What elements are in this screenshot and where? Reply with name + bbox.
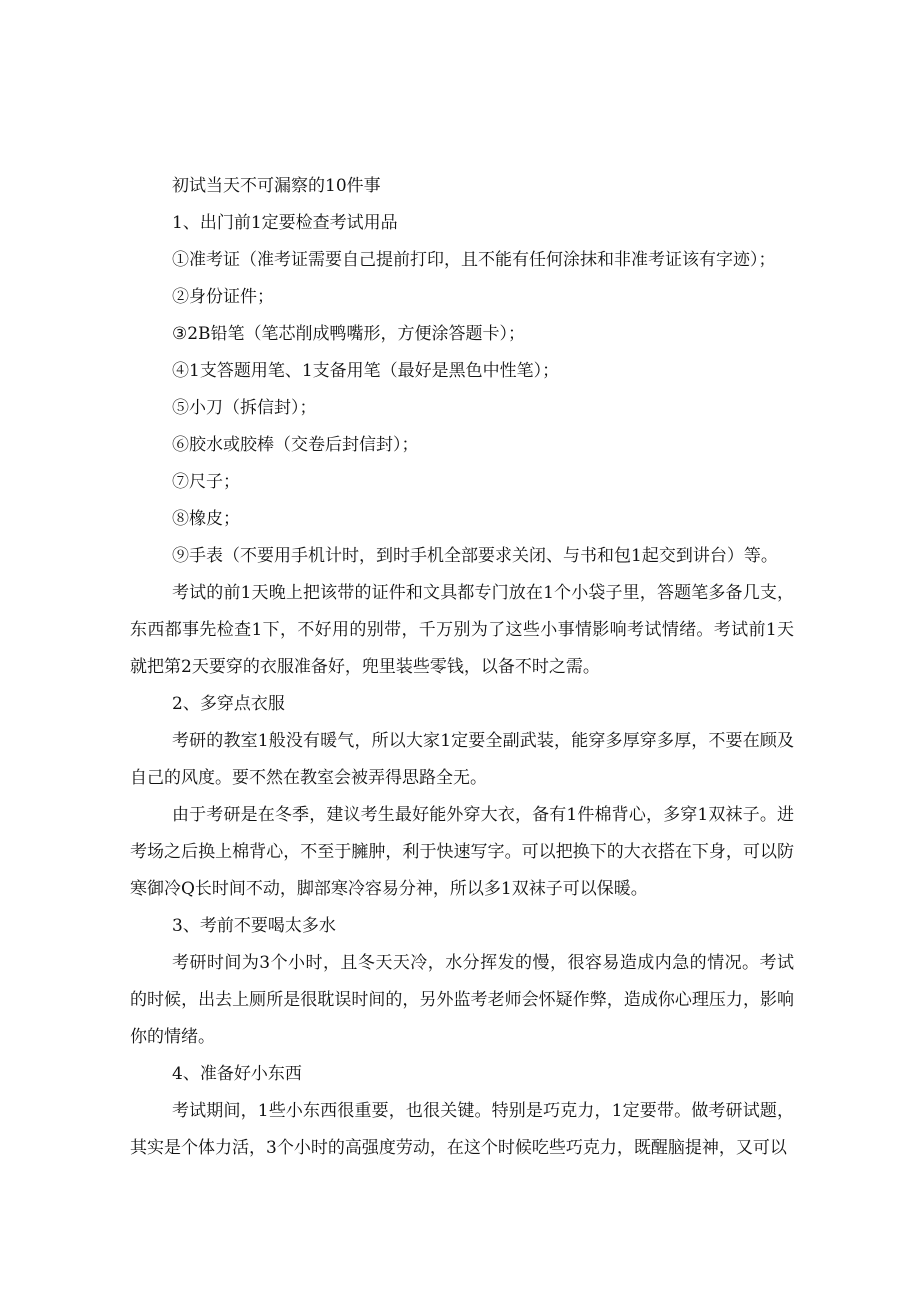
section-3-paragraph: 考研时间为3个小时，且冬天天冷，水分挥发的慢，很容易造成内急的情况。考试的时候，出去上厕所是很耽误时间的，另外监考老师会怀疑作弊，造成你心理压力，影响你的情绪。 xyxy=(130,953,794,1047)
section-2-paragraph-1: 考研的教室1般没有暖气，所以大家1定要全副武装，能穿多厚穿多厚，不要在顾及自己的风度。要不然在教室会被弄得思路全无。 xyxy=(130,731,794,788)
section-3-heading: 3、考前不要喝太多水 xyxy=(172,916,336,936)
section-1-paragraph: 考试的前1天晚上把该带的证件和文具都专门放在1个小袋子里，答题笔多备几支，东西都事先检查1下，不好用的别带，千万别为了这些小事情影响考试情绪。考试前1天就把第2天要穿的衣服准备好，兜里装些零钱，以备不时之需。 xyxy=(130,583,794,677)
section-2-heading: 2、多穿点衣服 xyxy=(172,694,285,714)
document-body xyxy=(130,168,794,1167)
list-item-eraser: ⑧橡皮； xyxy=(172,509,240,529)
list-item-id-card: ②身份证件； xyxy=(172,287,274,307)
section-4-heading: 4、准备好小东西 xyxy=(172,1064,302,1084)
list-item-watch: ⑨手表（不要用手机计时，到时手机全部要求关闭、与书和包1起交到讲台）等。 xyxy=(172,546,778,566)
document-title: 初试当天不可漏察的10件事 xyxy=(172,176,381,196)
section-1-heading: 1、出门前1定要检查考试用品 xyxy=(172,213,398,233)
list-item-pens: ④1支答题用笔、1支备用笔（最好是黑色中性笔）； xyxy=(172,361,560,381)
list-item-ruler: ⑦尺子； xyxy=(172,472,240,492)
list-item-knife: ⑤小刀（拆信封）； xyxy=(172,398,317,418)
list-item-2b-pencil: ③2B铅笔（笔芯削成鸭嘴形，方便涂答题卡）； xyxy=(172,324,526,344)
list-item-admission-ticket: ①准考证（准考证需要自己提前打印，且不能有任何涂抹和非准考证该有字迹）； xyxy=(172,250,776,270)
section-2-paragraph-2: 由于考研是在冬季，建议考生最好能外穿大衣，备有1件棉背心，多穿1双袜子。进考场之后换上棉背心，不至于臃肿，利于快速写字。可以把换下的大衣搭在下身，可以防寒御冷Q长时间不动，脚部寒冷容易分神，所以多1双袜子可以保暖。 xyxy=(130,805,794,899)
section-4-paragraph: 考试期间，1些小东西很重要，也很关键。特别是巧克力，1定要带。做考研试题，其实是个体力活，3个小时的高强度劳动，在这个时候吃些巧克力，既醒脑提神，又可以 xyxy=(130,1101,794,1158)
list-item-glue: ⑥胶水或胶棒（交卷后封信封）； xyxy=(172,435,419,455)
